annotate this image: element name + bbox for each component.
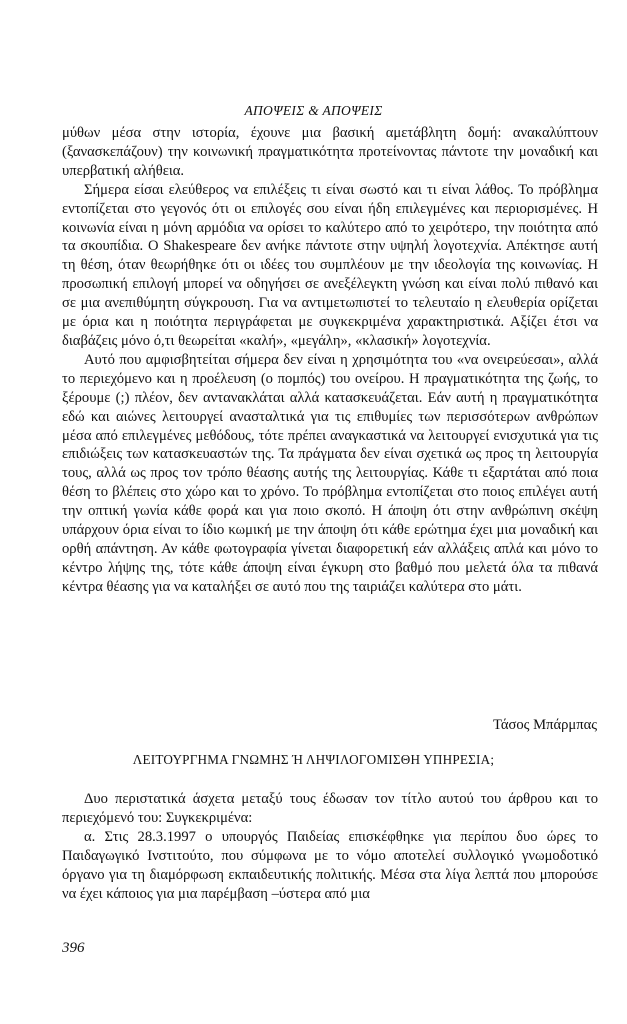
paragraph-1: μύθων μέσα στην ιστορία, έχουνε μια βασική αμετάβλητη δομή: ανακαλύπτουν (ξανασκεπάζουν) την κοινωνική πραγματικότητα προτείνοντας πάντοτε την μοναδική και υπερβατική αλήθεια.	[62, 125, 598, 179]
article2-body	[62, 790, 598, 903]
paragraph-3: Αυτό που αμφισβητείται σήμερα δεν είναι η χρησιμότητα του «να ονειρεύεσαι», αλλά το περιεχόμενο και η προέλευση (ο πομπός) του ονείρου. Η πραγματικότητα της ζωής, το ξέρουμε (;) πλέον, δεν αντανακλάται αλλά κατασκευάζεται. Εάν αυτή η πραγματικότητα εδώ και αιώνες λειτουργεί ανασταλτικά για τις επιθυμίες των περισσότερων ανθρώπων μέσα από επιλεγμένες μεθόδους, τότε πρέπει αναγκαστικά να λειτουργεί ενισχυτικά για τις επιδιώξεις των κατασκευαστών της. Τα πράγματα δεν είναι σχετικά ως προς τη λειτουργία τους, αλλά ως προς τον τρόπο θέασης αυτής της λειτουργίας. Κάθε τι εξαρτάται από ποια θέση το βλέπεις στο χώρο και το χρόνο. Το πρόβλημα εντοπίζεται στο ποιος επιλέγει αυτή την οπτική γωνία κάθε φορά και για ποιο σκοπό. Η άποψη ότι στην ανθρώπινη σκέψη υπάρχουν όρια είναι το ίδιο κωμική με την άποψη ότι κάθε ερώτημα έχει μια μοναδική και ορθή απάντηση. Αν κάθε φωτογραφία γίνεται διαφορετική εάν αλλάξεις απλά και μόνο το κέντρο λήψης της, τότε κάθε άποψη είναι έγκυρη στο βαθμό που μελετά όλα τα πιθανά κέντρα θέασης για να καταλήξει σε αυτό που της ταιριάζει καλύτερα στο μάτι.	[62, 351, 598, 595]
page-number: 396	[62, 940, 85, 956]
author-signature: Τάσος Μπάρμπας	[492, 717, 597, 733]
article2-paragraph-2: α. Στις 28.3.1997 ο υπουργός Παιδείας επισκέφθηκε για περίπου δυο ώρες το Παιδαγωγικό Ινστιτούτο, που σύμφωνα με το νόμο αποτελεί συλλογικό γνωμοδοτικό όργανο για τη διαμόρφωση εκπαιδευτικής πολιτικής. Μέσα στα λίγα λεπτά που μπορούσε να έχει κάποιος για μια παρέμβαση –ύστερα από μια	[62, 828, 598, 902]
paragraph-2: Σήμερα είσαι ελεύθερος να επιλέξεις τι είναι σωστό και τι είναι λάθος. Το πρόβλημα εντοπίζεται στο γεγονός ότι οι επιλογές σου είναι ήδη επιλεγμένες και περιορισμένες. Η κοινωνία είναι η μόνη αρμόδια να ορίσει το καλύτερο από το χειρότερο, την ποιότητα από τα σκουπίδια. Ο Shakespeare δεν ανήκε πάντοτε στην υψηλή λογοτεχνία. Απέκτησε αυτή τη θέση, όταν θεωρήθηκε ότι οι ιδέες του συμπλέουν με την ιδεολογία της κοινωνίας. Η προσωπική επιλογή μπορεί να οδηγήσει σε ανεξέλεγκτη γνώση και είναι πολύ πιθανό και σε μια ανεπιθύμητη σύγκρουση. Για να αντιμετωπιστεί το τελευταίο η ελευθερία ορίζεται με όρια και η ποιότητα περιγράφεται με συγκεκριμένα χαρακτηριστικά. Αξίζει έτσι να διαβάζεις μόνο ό,τι θεωρείται «καλή», «μεγάλη», «κλασική» λογοτεχνία.	[62, 181, 598, 349]
article-body	[62, 124, 598, 597]
article-title: ΛΕΙΤΟΥΡΓΗΜΑ ΓΝΩΜΗΣ Ή ΛΗΨΙΛΟΓΟΜΙΣΘΗ ΥΠΗΡΕΣΙΑ;	[132, 752, 495, 767]
running-head: ΑΠΟΨΕΙΣ & ΑΠΟΨΕΙΣ	[244, 103, 383, 118]
article2-paragraph-1: Δυο περιστατικά άσχετα μεταξύ τους έδωσαν τον τίτλο αυτού του άρθρου και το περιεχόμενό του: Συγκεκριμένα:	[62, 791, 598, 826]
